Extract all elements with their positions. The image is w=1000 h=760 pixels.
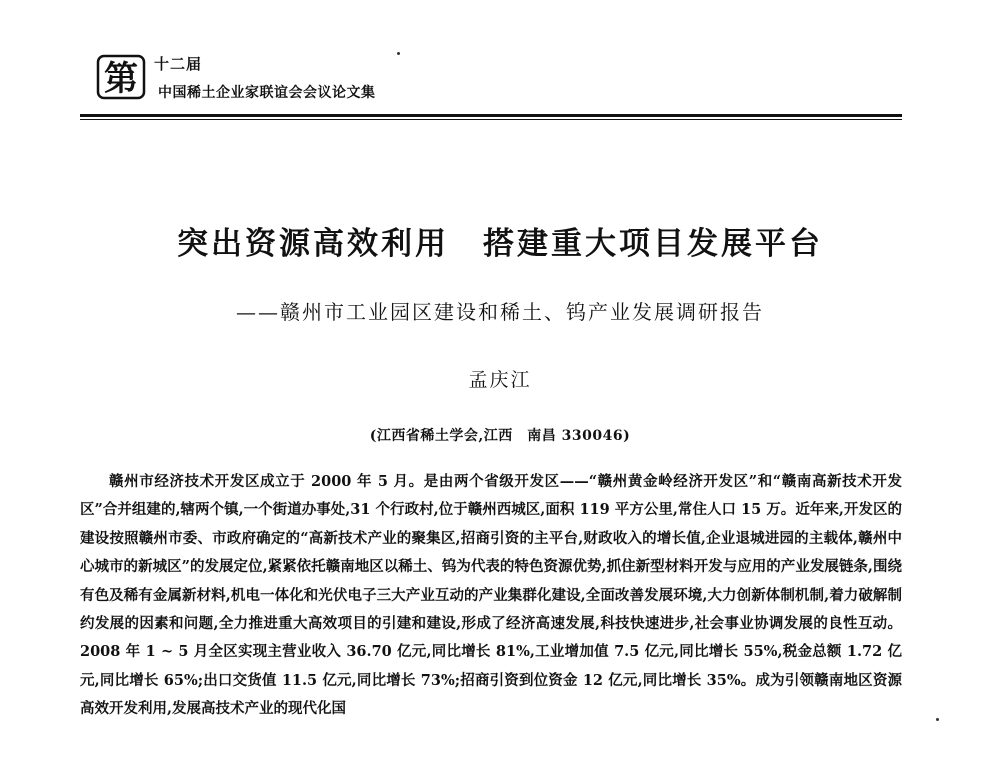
article-title (0, 218, 1000, 263)
logo-glyph: 第 (104, 59, 138, 99)
article-title-part2: 搭建重大项目发展平台 (483, 226, 823, 262)
series-label: 十二届 (154, 55, 203, 73)
scan-speck (936, 718, 939, 721)
article-title-part1: 突出资源高效利用 (177, 226, 449, 262)
article-subtitle: ——赣州市工业园区建设和稀土、钨产业发展调研报告 (236, 300, 764, 324)
series-logo-icon (96, 52, 146, 102)
scan-speck (397, 52, 400, 55)
proceedings-title: 中国稀土企业家联谊会会议论文集 (158, 85, 376, 101)
series-logo-graphic (96, 52, 146, 102)
author-affiliation: (江西省稀土学会,江西 南昌 330046) (369, 428, 631, 444)
header-rule (80, 114, 902, 120)
body-paragraph: 赣州市经济技术开发区成立于 2000 年 5 月。是由两个省级开发区——“赣州黄金岭经济开发区”和“赣南高新技术开发区”合并组建的,辖两个镇,一个街道办事处,31 个行政村,位于赣州西城区,面积 119 平方公里,常住人口 15 万。近年来,开发区的建设按照赣州市委、市政府确定的“高新技术产业的聚集区,招商引资的主平台,财政收入的增长值,企业退城进园的主载体,赣州中心城市的新城区”的发展定位,紧紧依托赣南地区以稀土、钨为代表的特色资源优势,抓住新型材料开发与应用的产业发展链条,围绕有色及稀有金属新材料,机电一体化和光伏电子三大产业互动的产业集群化建设,全面改善发展环境,大力创新体制机制,着力破解制约发展的因素和问题,全力推进重大高效项目的引建和建设,形成了经济高速发展,科技快速进步,社会事业协调发展的良性互动。2008 年 1 ~ 5 月全区实现主营业收入 36.70 亿元,同比增长 81%,工业增加值 7.5 亿元,同比增长 55%,税金总额 1.72 亿元,同比增长 65%;出口交货值 11.5 亿元,同比增长 73%;招商引资到位资金 12 亿元,同比增长 35%。成为引领赣南地区资源高效开发利用,发展高技术产业的现代化国 (80, 473, 902, 718)
running-header (96, 52, 902, 114)
author-name: 孟庆江 (468, 369, 532, 391)
